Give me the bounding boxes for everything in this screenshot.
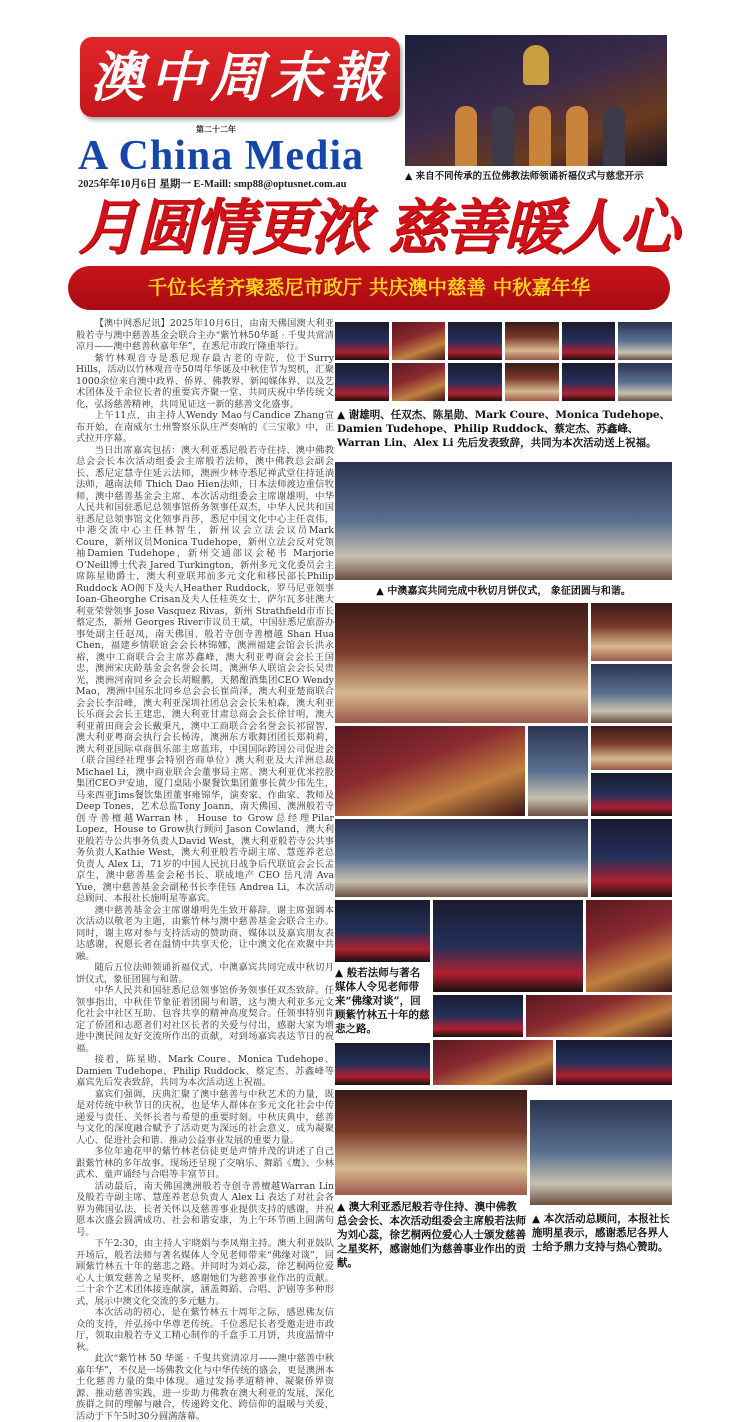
photo-guests: [528, 726, 588, 816]
article-paragraph: 中华人民共和国驻悉尼总领事馆侨务领事任双杰致辞。任领事指出，中秋佳节象征着团圆与和谐，这与澳大利亚多元文化社会中社区互助、包容共享的精神高度契合。任领事特别肯定了侨团和志愿者们对社区长者的关爱与付出，感谢大家为增进中澳民间友好交流所作出的贡献，对到场嘉宾表达节日的祝福。: [76, 985, 334, 1054]
photo-performance: [556, 1040, 672, 1085]
photo-award: [335, 1090, 527, 1195]
speaker-photo: [448, 363, 502, 401]
photo-performance: [526, 995, 672, 1037]
photo-guests: [591, 664, 672, 723]
article-paragraph: 活动最后，南天佛国澳洲般若寺创寺善檀越Warran Lin 及般若寺副主席、慧莲养老总负责人 Alex Li 表达了对社会各界为佛国弘法，长者关怀以及慈善事业提供支持的感谢，并祝愿本次盛会圆满成功、社会和谐安康，为上午环节画上圆满句号。: [76, 1180, 334, 1238]
article-paragraph: 接着，陈星勋、Mark Coure、Monica Tudehope、 Damien Tudehope、Philip Ruddock、蔡定杰、苏鑫峰等嘉宾先后发表致辞，共同为本次活动送上祝福。: [76, 1054, 334, 1088]
speaker-thumbnails: [335, 322, 672, 401]
photo-performance: [433, 995, 523, 1037]
buddha-statue: [523, 45, 549, 85]
photo-advisor: [530, 1100, 672, 1205]
article-paragraph: 嘉宾们强调，庆典汇聚了澳中慈善与中秋艺术的力量，既是对传统中秋节日的庆祝，也是华人群体在多元文化社会中传递爱与责任、关怀长者与希望的重要时刻。中秋庆典中，慈善与文化的深度融合赋予了活动更为深远的社会意义，成为凝聚人心、促进社会和谐、推动公益事业发展的重要力量。: [76, 1088, 334, 1146]
article-paragraph: 此次“紫竹林 50 华诞 · 千叟共赏清凉月——澳中慈善中秋嘉年华”，不仅是一场佛教文化与中华传统的盛会，更是澳洲本土化慈善力量的集中体现。通过发扬孝道精神、凝聚侨界资源、推动慈善实践，进一步助力佛教在澳大利亚的发展，深化族群之间的理解与融合，传递跨文化、跨信仰的温暖与关爱，活动于下午5时30分圆满落幕。: [76, 1353, 334, 1422]
masthead-logo: [80, 37, 400, 117]
photo-audience: [335, 726, 525, 816]
monk: [455, 106, 477, 166]
article-paragraph: 上午11点，由主持人Wendy Mao与Candice Zhang宣布开始，在南威尔士州警察乐队庄严奏响的《三宝歌》中，正式拉开序幕。: [76, 410, 334, 444]
monks-group: [455, 106, 625, 166]
article-paragraph: 【澳中网悉尼讯】2025年10月6日，由南天佛国澳大利亚般若寺与澳中慈善基金会联合主办“紫竹林50华诞 · 千叟共赏清凉月——澳中慈善秋嘉年华”，在悉尼市政厅隆重举行。: [76, 318, 334, 352]
logo-text: 澳中周末報: [90, 45, 390, 109]
photo-stage: [591, 819, 672, 897]
speaker-photo: [392, 322, 446, 360]
photo-group: [335, 819, 588, 897]
hero-caption: ▲ 来自不同传承的五位佛教法师领诵祈福仪式与慈悲开示: [405, 171, 644, 182]
article-paragraph: 当日出席嘉宾包括：澳大利亚悉尼般若寺住持、澳中佛教总会会长本次活动组委会主席般若法师，澳中佛教总会副会长、悉尼定慧寺住延云法师，澳洲少林寺悉尼禅武堂住持延淌法师，越南法师 Thich Dao Hien法师，日本法师渡边重信牧师，澳中慈善基金会主席、本次活动组委会主席谢雄明，中华人民共和国驻悉尼总领事馆侨务领事任双杰，中华人民共和国驻悉尼总领事馆文化领事肖莎，悉尼中国文化中心主任袁伟，中港交流中心主任林智生，新州议会立法会议员Mark Coure，新州议员Monica Tudehope，新州立法会反对党领袖Damien Tudehope，新州交通部议会秘书 Marjorie O’Neill博士代表 Jared Turkington，新州多元文化委员会主席陈星勋爵士，澳大利亚联邦前多元文化和移民部长Philip Ruddock AO阁下及夫人Heather Ruddock，罗马尼亚领事 Ioan-Gheorghe Crisan及夫人任桂英女士，萨尔瓦多驻澳大利亚荣誉领事 Jose Vasquez Rivas，新州 Strathfield市市长蔡定杰，新州 Georges River市议员王斌，中国驻悉尼旅游办事处副主任赵凤，南天佛国、般若寺创寺善檀越 Shan Hua Chen，福建乡情联谊会会长林锦娜，澳洲福建会馆会长洪永裕，澳中工商联合会主席苏鑫峰，澳大利亚粤商会会长王国忠，澳洲宋庆龄基金会名誉会长周，澳洲华人联谊会会长吴贵光，澳洲河南同乡会会长胡鲲鹏，天鹅酿酒集团CEO Wendy Mao，澳洲中国东北同乡总会会长崔尚泽，澳大利亚楚商联合会会长李沿峰，澳大利亚深圳社团总会会长朱柏森，澳大利亚长乐商会会长王建忠，澳大利亚甘肃总商会会长徐甘明，澳大利亚莆田商会会长戴秉凡，澳中工商联合会名誉会长祁留智，澳大利亚粤商会执行会长杨涛，澳洲东方歌舞团团长郑莉莉，澳大利亚国际卓商俱乐部主席蓝玮，中国国际跨国公司促进会（联合国经社理事会特别咨商单位）澳大利亚及大洋洲总裁Michael Li，澳中商业联合会董事局主席、澳大利亚优米控股集团CEO尹安迪，厦门桌陆小聚餐饮集团董事长黄少伟先生，马来西亚Jims餐饮集团董事雍锦华，演奏家、作曲家、教师及Deep Tones，艺术总监Tony Joann，南天佛国、澳洲般若寺创寺善檀越Warran林，House to Grow总经理Pilar Lopez，House to Grow执行顾问 Jason Cowland，澳大利亚般若寺公共事务负责人David West，澳大利亚般若寺公共事务负责人Kathie West，澳大利亚般若寺副主席、慧莲养老总负责人 Alex Li，71岁的中国人民抗日战争后代联谊会会长孟京生，澳中慈善基金会秘书长、联成地产 CEO 岳凡清 Ava Yue，澳中慈善基金会副秘书长李佳钰 Andrea Li，本次活动总顾问、本报社长施明星等嘉宾。: [76, 444, 334, 904]
article-paragraph: 下午2:30，由主持人宇晓娟与李凤翔主持。澳大利亚鼓队开场后，般若法师与著名媒体人令见老师带来“佛缘对谈”，回顾紫竹林五十年的慈悲之路。并同时为刘心蕊，徐艺桐两位爱心人士颁发慈善之星奖杯，感谢她们为慈善事业作出的贡献。二十余个艺术团体接连献演，涵盖舞蹈、合唱、沪剧等多种形式，展示中澳文化交流的多元魅力。: [76, 1238, 334, 1307]
photo-mooncake-ceremony: [335, 462, 672, 580]
caption-award: ▲ 澳大利亚悉尼般若寺住持、澳中佛教总会会长、本次活动组委会主席般若法师为刘心蕊，徐艺桐两位爱心人士颁发慈善之星奖杯，感谢她们为慈善事业作出的贡献。: [337, 1201, 526, 1269]
speaker-photo: [335, 363, 389, 401]
speaker-photo: [562, 322, 616, 360]
photo-performance: [433, 900, 583, 992]
monk: [566, 106, 588, 166]
monk: [492, 106, 514, 166]
article-paragraph: 本次活动的初心，是在紫竹林五十周年之际，感恩佛友信众的支持，并弘扬中华尊老传统。千位悉尼长者受邀走进市政厅，领取由般若寺义工精心制作的千盒手工月饼，共度温情中秋。: [76, 1307, 334, 1353]
article-paragraph: 紫竹林观音寺是悉尼现存最古老的寺院，位于Surry Hills，活动以竹林观音寺50周年华诞及中秋佳节为契机，汇聚1000余位来自澳中政界、侨界、佛教界、新闻媒体界、以及艺术团体及千余位长者的重要宾齐聚一堂、共同庆祝中华传统文化，弘扬慈善精神，共同见证这一新的慈善文化盛事。: [76, 352, 334, 410]
headline: 月圆情更浓 慈善暖人心: [78, 193, 677, 263]
caption-dialogue: ▲ 般若法师与著名媒体人令见老师带来“佛缘对谈”，回顾紫竹林五十年的慈悲之路。: [335, 967, 430, 1035]
caption-advisor: ▲ 本次活动总顾问，本报社长施明星表示，感谢悉尼各界人士给予鼎力支持与热心赞助。: [532, 1213, 670, 1253]
photo-guests: [591, 726, 672, 770]
speaker-photo: [618, 363, 672, 401]
dateline: 2025年年10月6日 星期一 E-Maill: smp88@optusnet.com.au: [78, 179, 347, 190]
photo-dance: [586, 900, 672, 992]
article-paragraph: 澳中慈善基金会主席谢雄明先生致开幕辞。谢主席强调本次活动以敬老为主题，由紫竹林与澳中慈善基金会联合主办。同时，谢主席对参与支持活动的赞助商、媒体以及嘉宾朋友表达感谢，祝愿长者在温情中共享天伦，让中澳文化在欢聚中共融。: [76, 904, 334, 962]
article-paragraph: 多位年逾花甲的紫竹林老信徒更是声情并茂的讲述了自己跟紫竹林的多年故事。现场还呈现了交响乐、舞蹈《鹰》、少林武术、童声诵经与合唱等丰富节目。: [76, 1146, 334, 1180]
photo-guests: [591, 603, 672, 661]
speaker-photo: [562, 363, 616, 401]
article-paragraph: 随后五位法师领诵祈福仪式，中澳嘉宾共同完成中秋切月饼仪式，象征团圆与和谐。: [76, 962, 334, 985]
speaker-photo: [505, 363, 559, 401]
speaker-photo: [335, 322, 389, 360]
subheadline-banner: 千位长者齐聚悉尼市政厅 共庆澳中慈善 中秋嘉年华: [68, 266, 670, 310]
monk: [529, 106, 551, 166]
photo-dialogue: [335, 900, 430, 962]
edition-label: 第二十二年: [196, 124, 236, 134]
speaker-photo: [392, 363, 446, 401]
english-title: A China Media: [78, 133, 365, 179]
photo-stage: [591, 773, 672, 816]
speaker-photo: [618, 322, 672, 360]
speaker-photo: [505, 322, 559, 360]
photo-performance: [433, 1040, 553, 1085]
monk: [603, 106, 625, 166]
caption-speakers: ▲ 谢雄明、任双杰、陈星勋、Mark Coure、Monica Tudehope、Damien Tudehope、Philip Ruddock、蔡定杰、苏鑫峰、Warran Lin、Alex Li 先后发表致辞，共同为本次活动送上祝福。: [337, 409, 671, 449]
caption-mooncake: ▲ 中澳嘉宾共同完成中秋切月饼仪式， 象征团圆与和谐。: [376, 586, 631, 597]
hero-photo-monks: [405, 35, 667, 166]
photo-performance: [335, 1043, 430, 1085]
photo-town-hall: [335, 603, 588, 723]
article-body: [76, 318, 334, 1422]
speaker-photo: [448, 322, 502, 360]
